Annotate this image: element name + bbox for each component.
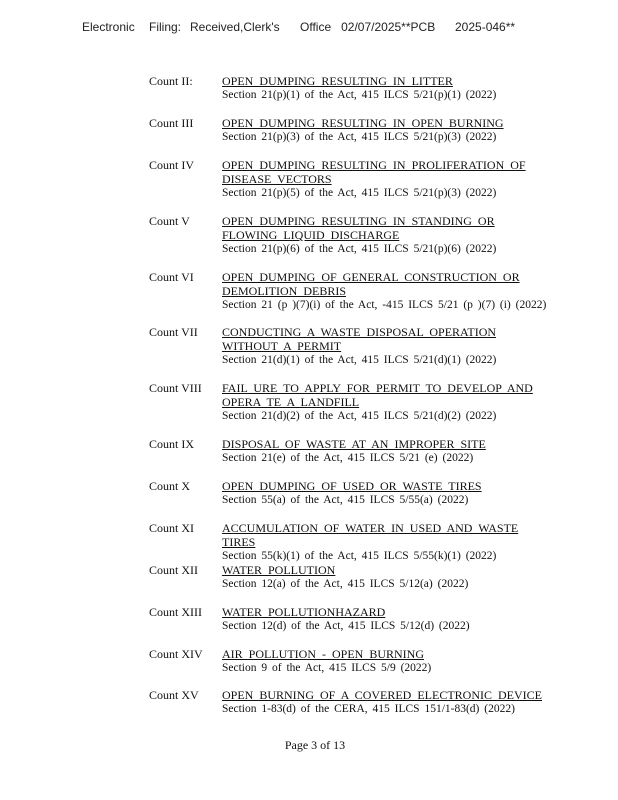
count-title [222,116,548,130]
count-body [222,479,548,507]
count-label: Count VI [149,270,194,284]
count-label: Count XIV [149,647,203,661]
count-label: Count XI [149,521,194,535]
count-title-text: OPEN DUMPING RESULTING IN STANDING OR FLOWING LIQUID DISCHARGE [222,214,495,242]
count-body [222,521,548,563]
count-body [222,158,548,200]
count-label: Count II: [149,74,193,88]
count-label: Count VII [149,325,198,339]
count-section: Section 21(p)(3) of the Act, 415 ILCS 5/21(p)(3) (2022) [222,131,497,143]
count-title [222,270,548,298]
count-title-text: AIR POLLUTION - OPEN BURNING [222,647,424,661]
page-number: Page 3 of 13 [284,738,346,752]
count-body [222,116,548,144]
count-section: Section 21(p)(5) of the Act, 415 ILCS 5/21(p)(3) (2022) [222,187,497,199]
count-title [222,647,548,661]
count-label: Count XII [149,563,198,577]
count-title-text: OPEN DUMPING RESULTING IN PROLIFERATION OF DISEASE VECTORS [222,158,526,186]
count-title [222,688,548,702]
header-office-date: Office 02/07/2025**PCB [300,20,436,34]
count-label: Count X [149,479,191,493]
count-body [222,74,548,102]
header-electronic: Electronic [82,20,135,34]
count-body [222,563,548,591]
count-title [222,214,548,242]
count-title-text: OPEN DUMPING RESULTING IN OPEN BURNING [222,116,504,130]
count-label: Count XV [149,688,199,702]
count-body [222,647,548,675]
count-title [222,325,548,353]
count-section: Section 55(k)(1) of the Act, 415 ILCS 5/55(k)(1) (2022) [222,550,497,562]
count-section: Section 55(a) of the Act, 415 ILCS 5/55(a) (2022) [222,494,469,506]
count-title-text: CONDUCTING A WASTE DISPOSAL OPERATION WITHOUT A PERMIT [222,325,497,353]
count-body [222,437,548,465]
count-body [222,381,548,423]
count-label: Count XIII [149,605,202,619]
count-label: Count III [149,116,194,130]
count-section: Section 21(d)(2) of the Act, 415 ILCS 5/21(d)(2) (2022) [222,410,497,422]
header-case-number: 2025-046** [455,20,516,34]
count-section: Section 12(d) of the Act, 415 ILCS 5/12(d) (2022) [222,620,470,632]
count-body [222,325,548,367]
count-label: Count IV [149,158,194,172]
count-title-text: OPEN DUMPING OF GENERAL CONSTRUCTION OR DEMOLITION DEBRIS [222,270,520,298]
count-title [222,158,548,186]
count-section: Section 21(e) of the Act, 415 ILCS 5/21 (e) (2022) [222,452,474,464]
count-section: Section 21(d)(1) of the Act, 415 ILCS 5/21(d)(1) (2022) [222,354,497,366]
count-body [222,270,548,312]
count-section: Section 12(a) of the Act, 415 ILCS 5/12(a) (2022) [222,578,469,590]
header-filing: Filing: [149,20,182,34]
count-section: Section 21(p)(6) of the Act, 415 ILCS 5/21(p)(6) (2022) [222,243,497,255]
count-title-text: ACCUMULATION OF WATER IN USED AND WASTE TIRES [222,521,519,549]
count-title-text: OPEN DUMPING RESULTING IN LITTER [222,74,453,88]
count-title-text: FAIL URE TO APPLY FOR PERMIT TO DEVELOP AND OPERA TE A LANDFILL [222,381,533,409]
count-label: Count VIII [149,381,202,395]
count-body [222,214,548,256]
count-section: Section 1-83(d) of the CERA, 415 ILCS 151/1-83(d) (2022) [222,703,515,715]
count-title-text: DISPOSAL OF WASTE AT AN IMPROPER SITE [222,437,486,451]
count-title [222,521,548,549]
count-section: Section 9 of the Act, 415 ILCS 5/9 (2022) [222,662,432,674]
count-title [222,479,548,493]
count-title [222,437,548,451]
count-title-text: WATER POLLUTIONHAZARD [222,605,386,619]
header-received: Received,Clerk's [190,20,280,34]
count-label: Count IX [149,437,194,451]
count-title [222,605,548,619]
count-section: Section 21 (p )(7)(i) of the Act, -415 ILCS 5/21 (p )(7) (i) (2022) [222,299,547,311]
count-body [222,605,548,633]
count-section: Section 21(p)(1) of the Act, 415 ILCS 5/21(p)(1) (2022) [222,89,497,101]
count-title [222,563,548,577]
count-body [222,688,548,716]
count-label: Count V [149,214,190,228]
count-title [222,381,548,409]
count-title-text: WATER POLLUTION [222,563,336,577]
count-title-text: OPEN BURNING OF A COVERED ELECTRONIC DEVICE [222,688,543,702]
count-title [222,74,548,88]
count-title-text: OPEN DUMPING OF USED OR WASTE TIRES [222,479,482,493]
